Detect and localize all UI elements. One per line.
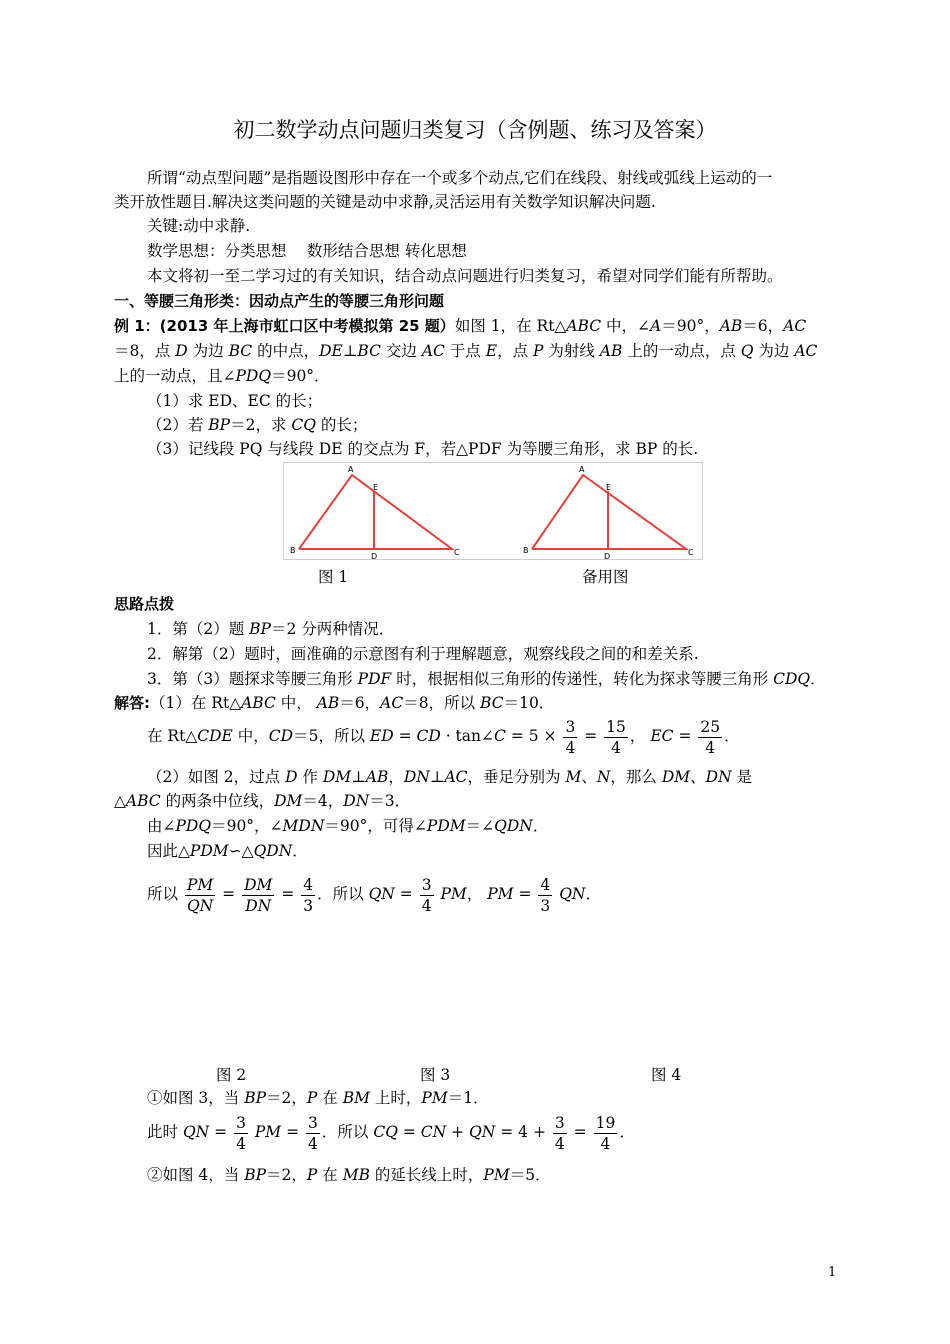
hints-heading: 思路点拨 [114,595,175,613]
fraction-dm-dn: $\frac{DM}{DN}$ [244,875,273,915]
fraction-15-4: $\frac{15}{4}$ [606,717,626,757]
label-b-1: B [290,546,296,555]
label-e-2: E [606,483,612,492]
label-a-1: A [348,465,354,474]
case-1-line: ①如图 3，当 BP＝2，P 在 BM 上时，PM＝1． [147,1089,489,1107]
fraction-pm-qn: $\frac{PM}{QN}$ [186,875,214,915]
solution-2-line-2: △ABC 的两条中位线，DM＝4，DN＝3． [114,792,411,810]
section-heading: 一、等腰三角形类：因动点产生的等腰三角形问题 [114,292,445,310]
figure-box [283,462,703,560]
key-idea: 关键:动中求静. [147,217,251,235]
example1-line-3: 上的一动点，且∠PDQ＝90°． [114,367,330,385]
fraction-4-3: $\frac{4}{3}$ [303,875,314,915]
example1-lead: 例 1：(2013 年上海市虹口区中考模拟第 25 题） [114,317,455,335]
label-d-2: D [604,552,611,559]
hint-1: 1．第（2）题 BP＝2 分两种情况． [147,620,395,638]
solution-2-line-4: 因此△PDM∽△QDN． [147,842,308,860]
figure-3-caption: 图 3 [420,1066,451,1084]
spare-figure-caption: 备用图 [582,568,629,586]
figure-2-caption: 图 2 [216,1066,247,1084]
example1-line-2: ＝8，点 D 为边 BC 的中点，DE⊥BC 交边 AC 于点 E，点 P 为射线 AB 上的一动点，点 Q 为边 AC [114,342,818,360]
hint-2: 2．解第（2）题时，画准确的示意图有利于理解题意，观察线段之间的和差关系. [147,645,699,663]
solution-2-line-1: （2）如图 2，过点 D 作 DM⊥AB，DN⊥AC，垂足分别为 M、N，那么 DM、DN 是 [147,768,753,786]
label-d-1: D [371,552,378,559]
solution-2-line-3: 由∠PDQ＝90°，∠MDN＝90°，可得∠PDM＝∠QDN． [147,817,549,835]
fraction-4-3-b: $\frac{4}{3}$ [540,875,551,915]
intro-paragraph-line-2: 类开放性题目.解决这类问题的关键是动中求静,灵活运用有关数学知识解决问题. [114,193,656,211]
label-c-1: C [454,548,460,557]
fraction-3-4-c: $\frac{3}{4}$ [236,1113,246,1153]
question-1: （1）求 ED、EC 的长； [147,392,323,410]
triangle-figures [284,463,702,559]
label-c-2: C [688,548,694,557]
fraction-3-4-b: $\frac{3}{4}$ [421,875,432,915]
label-a-2: A [579,465,585,474]
fraction-3-4: $\frac{3}{4}$ [565,717,576,757]
solution-ed-ec: 在 Rt△CDE 中，CD＝5，所以 ED = CD · tan∠C = 5 × $\frac{3}{4}$ = $\frac{15}{4}$ ， EC = $\frac{25}{4}$ ． [147,717,740,757]
figure-1-caption: 图 1 [318,568,349,586]
math-thinking: 数学思想：分类思想 数形结合思想 转化思想 [147,242,467,260]
purpose-statement: 本文将初一至二学习过的有关知识，结合动点问题进行归类复习，希望对同学们能有所帮助。 [147,267,783,285]
figure-4-caption: 图 4 [651,1066,682,1084]
intro-paragraph-line-1: 所谓“动点型问题”是指题设图形中存在一个或多个动点,它们在线段、射线或弧线上运动的一 [147,169,773,187]
question-3: （3）记线段 PQ 与线段 DE 的交点为 F，若△PDF 为等腰三角形，求 BP 的长. [147,440,699,458]
example1-line-1: 例 1：(2013 年上海市虹口区中考模拟第 25 题）如图 1，在 Rt△ABC 中，∠A＝90°，AB＝6，AC [114,317,807,335]
solution-heading: 解答: [114,694,150,712]
hint-3: 3．第（3）题探求等腰三角形 PDF 时，根据相似三角形的传递性，转化为探求等腰三角形 CDQ． [147,670,826,688]
fraction-3-4-d: $\frac{3}{4}$ [308,1113,318,1153]
fraction-25-4: $\frac{25}{4}$ [700,717,721,757]
page-number: 1 [828,1265,837,1280]
label-b-2: B [523,546,529,555]
case-2-line: ②如图 4，当 BP＝2，P 在 MB 的延长线上时，PM＝5． [147,1166,551,1184]
page-title: 初二数学动点问题归类复习（含例题、练习及答案） [233,118,717,142]
fraction-19-4: $\frac{19}{4}$ [595,1113,616,1153]
solution-line-1: 解答:（1）在 Rt△ABC 中， AB＝6，AC＝8，所以 BC＝10． [114,694,555,712]
case-1-result: 此时 QN = $\frac{3}{4}$ PM = $\frac{3}{4}$ ．所以 CQ = CN + QN = 4 + $\frac{3}{4}$ = $\frac{19}{4}$ ． [147,1113,635,1153]
solution-2-ratio: 所以 $\frac{PM}{QN}$ = $\frac{DM}{DN}$ = $\frac{4}{3}$ ．所以 QN = $\frac{3}{4}$ PM， PM = $\frac{4}{3}$ QN． [147,875,602,915]
label-e-1: E [373,483,379,492]
question-2: （2）若 BP＝2，求 CQ 的长； [147,416,368,434]
fraction-3-4-e: $\frac{3}{4}$ [554,1113,565,1153]
